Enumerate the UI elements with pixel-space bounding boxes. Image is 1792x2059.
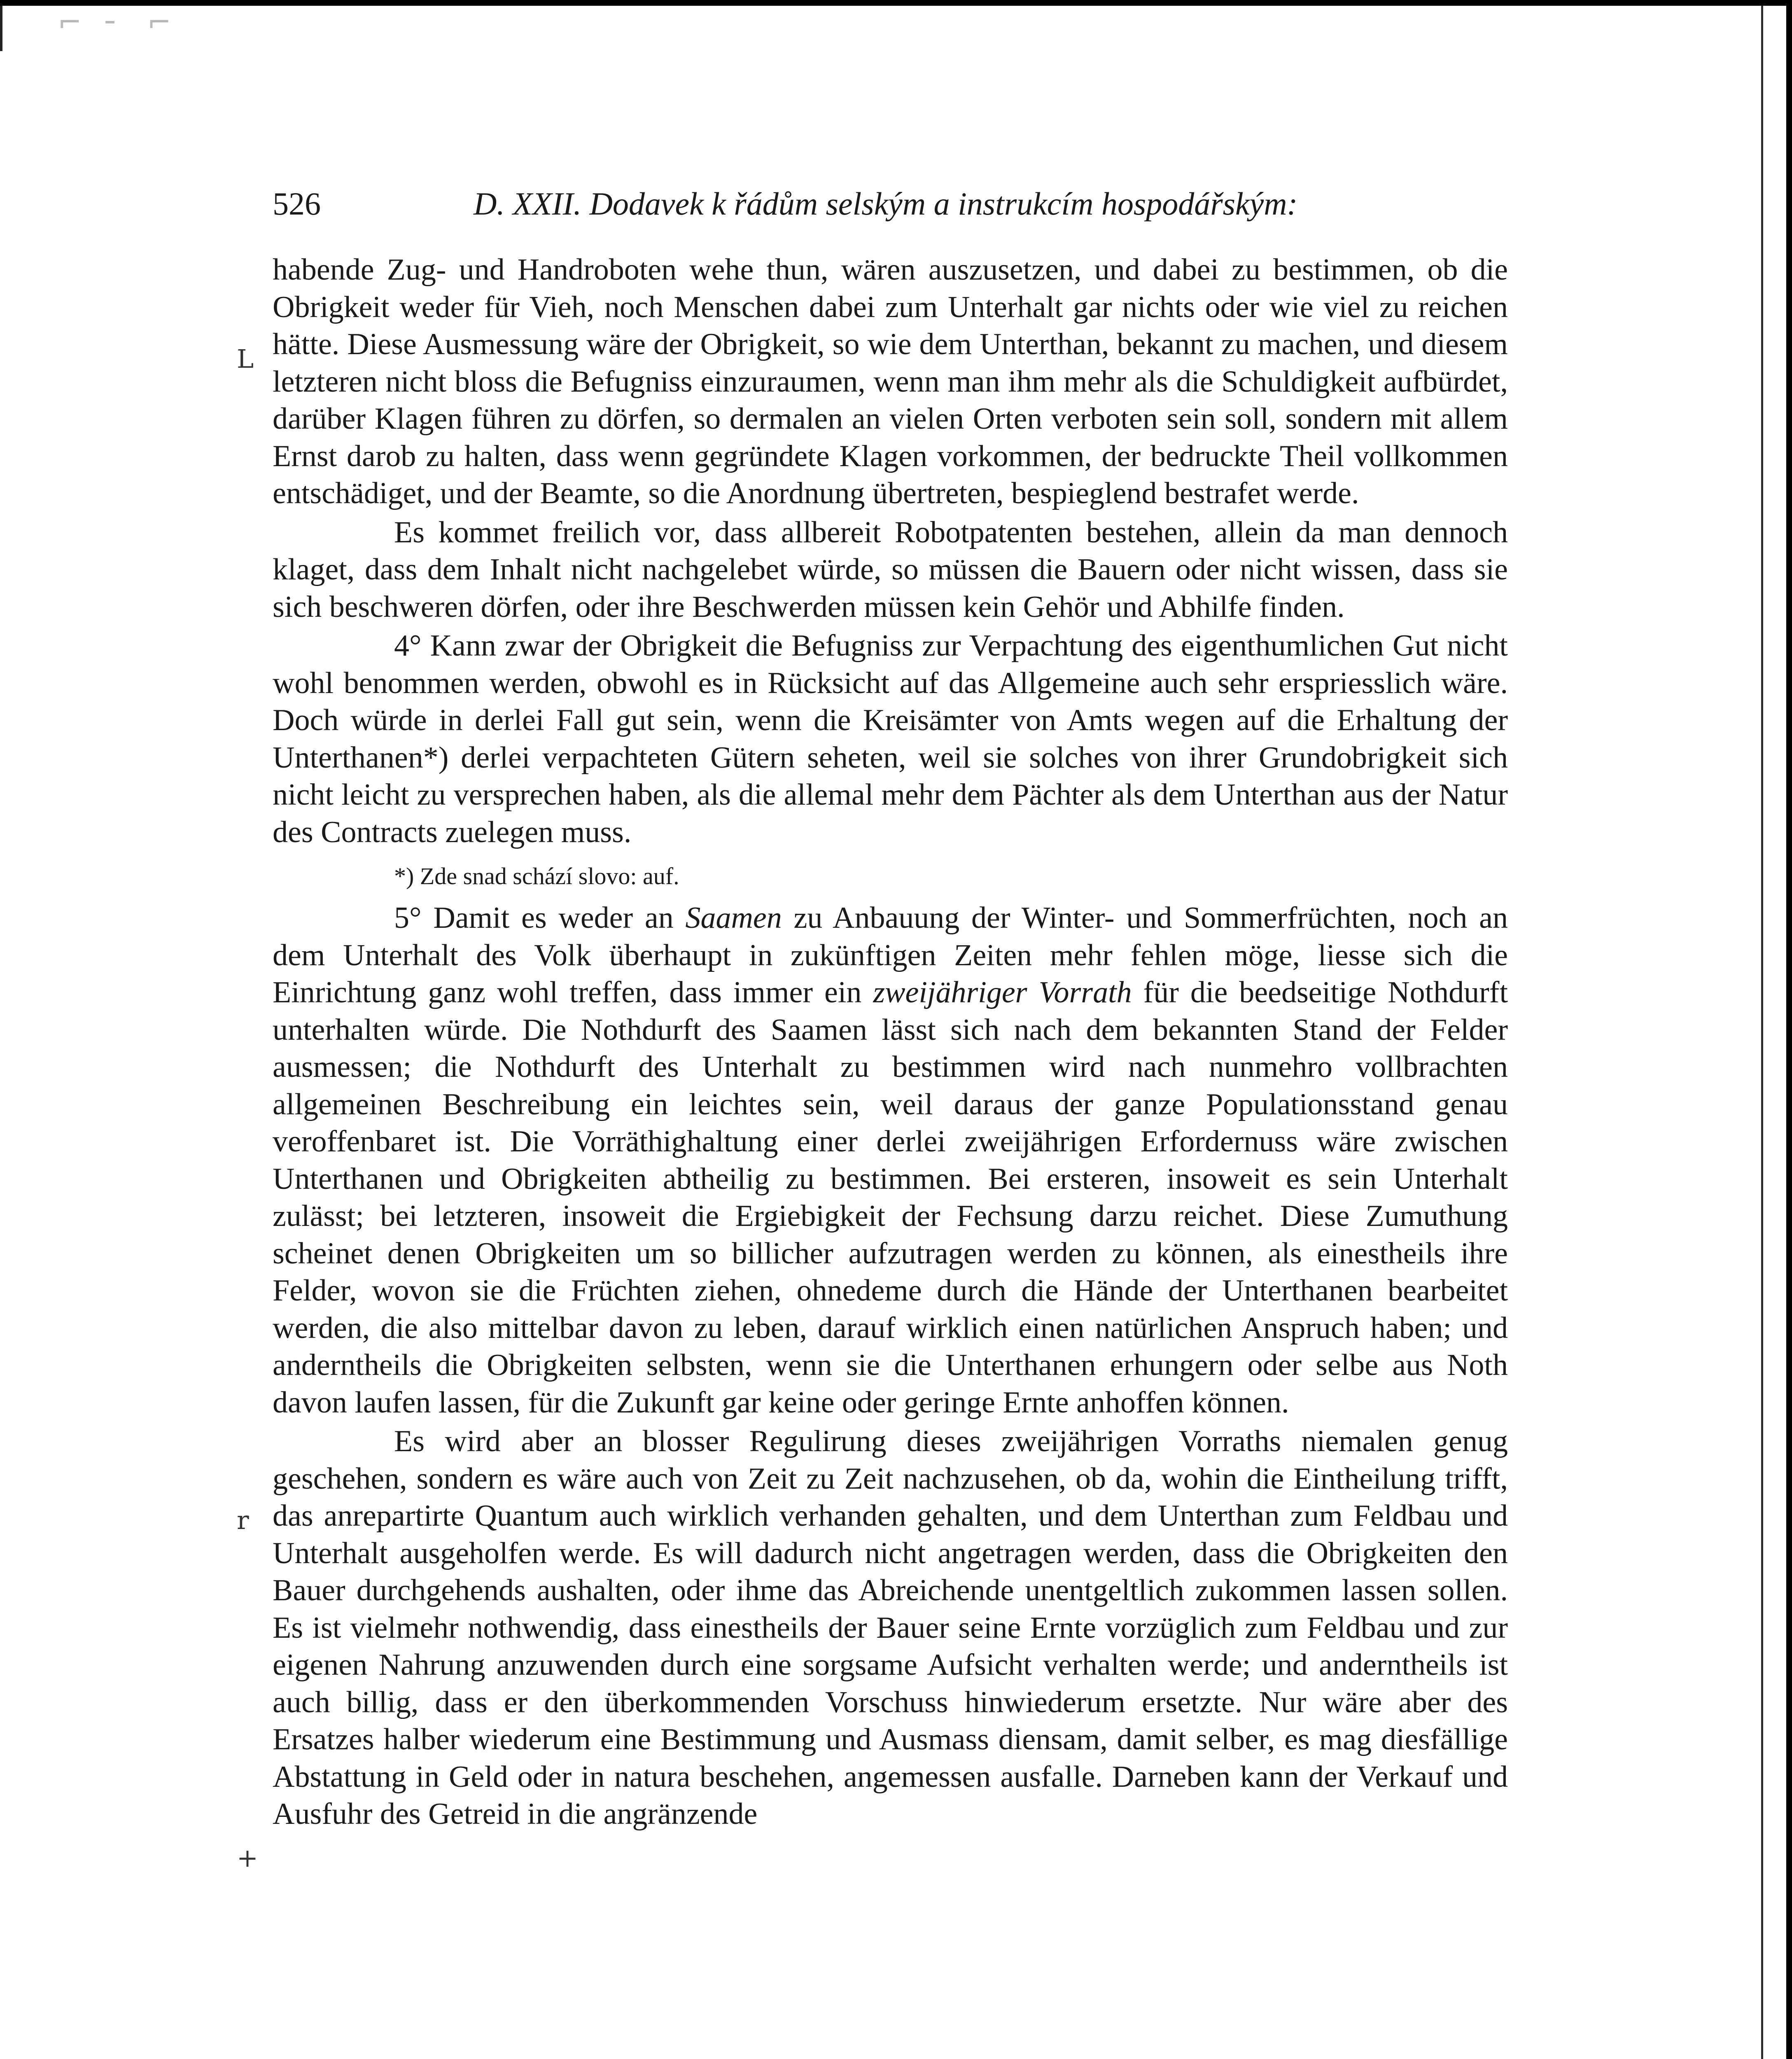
paragraph-text: zu Anbauung der Winter- und Sommerfrüchten, noch an dem Unterhalt des Volk überhaupt in zukünftigen Zeiten mehr fehlen möge, liesse sich die Einrichtung ganz wohl treffen, dass immer ein	[273, 901, 1508, 1009]
margin-mark: +	[237, 1843, 258, 1873]
paragraph-text: habende Zug- und Handroboten wehe thun, wären auszusetzen, und dabei zu bestimmen, ob die Obrigkeit weder für Vieh, noch Menschen dabei zum Unterhalt gar nichts oder wie viel zu reichen hätte. Diese Ausmessung wäre der Obrigkeit, so wie dem Unterthan, bekannt zu machen, und diesem letzteren nicht bloss die Befugniss einzuraumen, wenn man ihm mehr als die Schuldigkeit aufbürdet, darüber Klagen führen zu dörfen, so dermalen an vielen Orten verboten sein soll, sondern mit allem Ernst darob zu halten, dass wenn gegründete Klagen vorkommen, der bedruckte Theil vollkommen entschädiget, und der Beamte, so die Anordnung übertreten, bespieglend bestrafet werde.	[273, 253, 1508, 510]
body-text	[273, 251, 1508, 1833]
scan-frame-left-mark	[0, 6, 2, 51]
paragraph-robotpatente	[273, 514, 1508, 626]
paragraph-continuation	[273, 251, 1508, 512]
paragraph-point-4	[273, 627, 1508, 851]
scan-frame-right	[1786, 0, 1792, 2059]
paragraph-point-5	[273, 899, 1508, 1421]
page-header	[0, 175, 1792, 233]
scan-frame-inner-line	[1761, 6, 1763, 2059]
scan-frame-top	[0, 0, 1792, 6]
margin-mark: L	[237, 344, 254, 374]
emphasis-saamen: Saamen	[685, 901, 782, 935]
paragraph-text: Es kommet freilich vor, dass allbereit Robotpatenten bestehen, allein da man dennoch klaget, dass dem Inhalt nicht nachgelebet würde, so müssen die Bauern oder nicht wissen, dass sie sich beschweren dörfen, oder ihre Beschwerden müssen kein Gehör und Abhilfe finden.	[273, 515, 1508, 624]
paragraph-regulirung	[273, 1423, 1508, 1833]
emphasis-vorrath: zweijähriger Vorrath	[873, 976, 1132, 1009]
paragraph-text: 5° Damit es weder an	[394, 901, 686, 935]
margin-mark: r	[237, 1505, 249, 1535]
paragraph-text: Es wird aber an blosser Regulirung dieses zweijährigen Vorraths niemalen genug geschehen, sondern es wäre auch von Zeit zu Zeit nachzusehen, ob da, wohin die Eintheilung trifft, das anrepartirte Quantum auch wirklich verhanden gehalten, und dem Unterthan zum Feldbau und Unterhalt ausgeholfen werde. Es will dadurch nicht angetragen werden, dass die Obrigkeiten den Bauer durchgehends aushalten, oder ihme das Abreichende unentgeltlich zukommen lassen sollen. Es ist vielmehr nothwendig, dass einestheils der Bauer seine Ernte vorzüglich zum Feldbau und zur eigenen Nahrung anzuwenden durch eine sorgsame Aufsicht verhalten werde; und anderntheils ist auch billig, dass er den überkommenden Vorschuss hinwiederum ersetzte. Nur wäre aber des Ersatzes halber wiederum eine Bestimmung und Ausmass diensam, damit selber, es mag diesfällige Abstattung in Geld oder in natura beschehen, angemessen ausfalle. Darneben kann der Verkauf und Ausfuhr des Getreid in die angränzende	[273, 1424, 1508, 1831]
footnote: *) Zde snad schází slovo: auf.	[394, 863, 679, 889]
scan-artifact-marks: ⌐ ╴ ⌐	[58, 5, 179, 39]
running-title: D. XXII. Dodavek k řádům selským a instrukcím hospodářským:	[474, 186, 1298, 222]
paragraph-text: 4° Kann zwar der Obrigkeit die Befugniss zur Verpachtung des eigenthumlichen Gut nicht wohl benommen werden, obwohl es in Rücksicht auf das Allgemeine auch sehr erspriesslich wäre. Doch würde in derlei Fall gut sein, wenn die Kreisämter von Amts wegen auf die Erhaltung der Unterthanen*) derlei verpachteten Gütern seheten, weil sie solches von ihrer Grundobrigkeit sich nicht leicht zu versprechen haben, als die allemal mehr dem Pächter als dem Unterthan aus der Natur des Contracts zuelegen muss.	[273, 629, 1508, 849]
page-number: 526	[273, 186, 321, 222]
paragraph-text: für die beedseitige Nothdurft unterhalten würde. Die Nothdurft des Saamen lässt sich nach dem bekannten Stand der Felder ausmessen; die Nothdurft des Unterhalt zu bestimmen wird nach nunmehro vollbrachten allgemeinen Beschreibung ein leichtes sein, weil daraus der ganze Populationsstand genau veroffenbaret ist. Die Vorräthighaltung einer derlei zweijährigen Erfordernuss wäre zwischen Unterthanen und Obrigkeiten abtheilig zu bestimmen. Bei ersteren, insoweit es sein Unterhalt zulässt; bei letzteren, insoweit die Ergiebigkeit der Fechsung darzu reichet. Diese Zumuthung scheinet denen Obrigkeiten um so billicher aufzutragen werden zu können, als einestheils ihre Felder, wovon sie die Früchten ziehen, ohnedeme durch die Hände der Unterthanen bearbeitet werden, die also mittelbar davon zu leben, darauf wirklich einen natürlichen Anspruch haben; und anderntheils die Obrigkeiten selbsten, wenn sie die Unterthanen erhungern oder selbe aus Noth davon laufen lassen, für die Zukunft gar keine oder geringe Ernte anhoffen können.	[273, 976, 1508, 1419]
